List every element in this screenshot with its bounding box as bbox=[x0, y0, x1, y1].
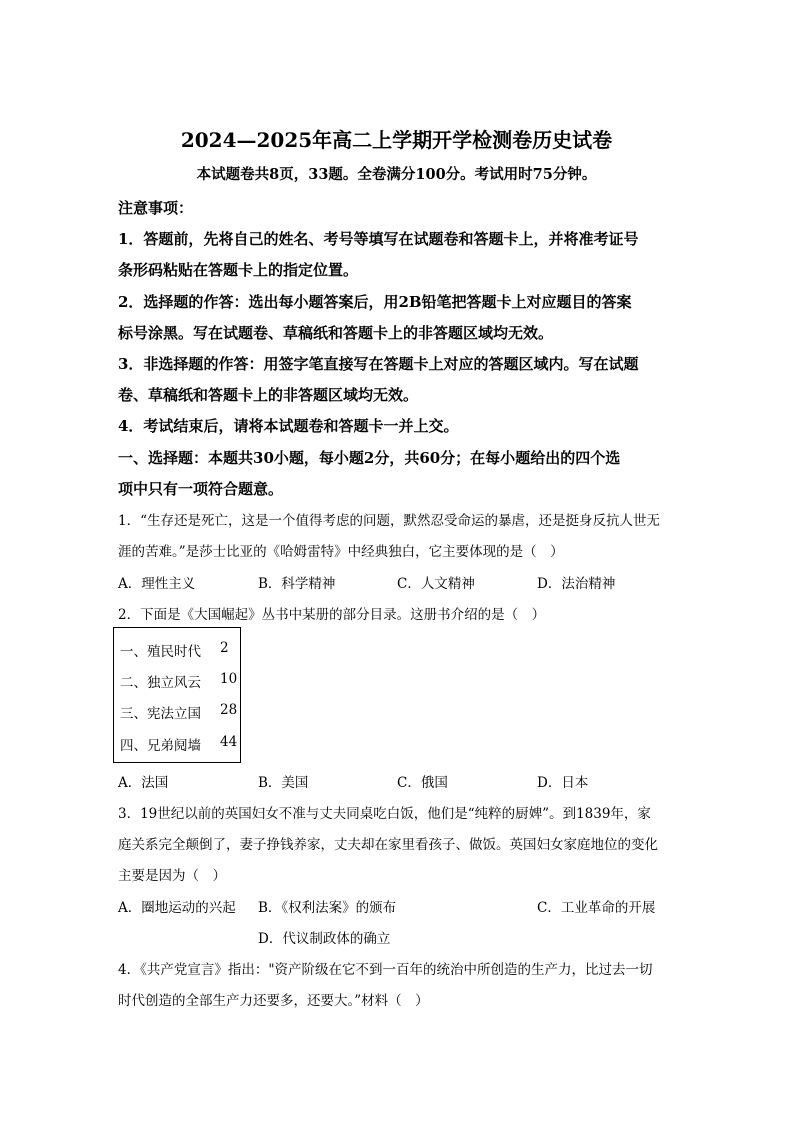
q2-option-a: A．法国 bbox=[118, 775, 169, 791]
toc-row bbox=[120, 671, 238, 691]
q3-option-c: C．工业革命的开展 bbox=[537, 900, 656, 916]
toc-row bbox=[120, 640, 229, 660]
toc-row bbox=[120, 734, 238, 754]
toc-label: 一、殖民时代 bbox=[120, 644, 201, 660]
toc-label: 三、宪法立国 bbox=[120, 706, 201, 722]
exam-subtitle: 本试题卷共8页，33题。全卷满分100分。考试用时75分钟。 bbox=[196, 166, 597, 183]
exam-title: 2024—2025年高二上学期开学检测卷历史试卷 bbox=[180, 128, 613, 152]
q3-option-d: D．代议制政体的确立 bbox=[258, 931, 391, 947]
q3-option-a: A．圈地运动的兴起 bbox=[118, 900, 236, 916]
notice-heading: 注意事项： bbox=[118, 199, 194, 217]
notice-item-2-line-2: 标号涂黑。写在试题卷、草稿纸和答题卡上的非答题区域均无效。 bbox=[118, 324, 554, 342]
q2-option-c: C．俄国 bbox=[397, 775, 448, 791]
q3-stem-line-1: 3．19世纪以前的英国妇女不准与丈夫同桌吃白饭，他们是“纯粹的厨婢”。到1839年，家 bbox=[118, 806, 651, 822]
q3-option-b: B．《权利法案》的颁布 bbox=[258, 900, 397, 916]
toc-page: 2 bbox=[220, 640, 229, 656]
toc-row bbox=[120, 702, 238, 722]
notice-item-3-line-2: 卷、草稿纸和答题卡上的非答题区域均无效。 bbox=[118, 386, 419, 404]
notice-item-4: 4．考试结束后，请将本试题卷和答题卡一并上交。 bbox=[118, 417, 459, 435]
q1-stem-line-1: 1．“生存还是死亡，这是一个值得考虑的问题，默然忍受命运的暴虐，还是挺身反抗人世无 bbox=[118, 513, 660, 529]
q4-stem-line-1: 4．《共产党宣言》指出："资产阶级在它不到一百年的统治中所创造的生产力，比过去一切 bbox=[118, 962, 653, 978]
toc-page: 44 bbox=[220, 734, 238, 750]
notice-item-3-line-1: 3．非选择题的作答：用签字笔直接写在答题卡上对应的答题区域内。写在试题 bbox=[118, 355, 639, 373]
toc-label: 四、兄弟阋墙 bbox=[120, 738, 201, 754]
q3-stem-line-3: 主要是因为（ ） bbox=[118, 868, 226, 884]
notice-item-1-line-2: 条形码粘贴在答题卡上的指定位置。 bbox=[118, 261, 359, 279]
toc-label: 二、独立风云 bbox=[120, 675, 201, 691]
q1-option-b: B．科学精神 bbox=[258, 576, 336, 592]
q1-option-c: C．人文精神 bbox=[397, 576, 475, 592]
q3-stem-line-2: 庭关系完全颠倒了，妻子挣钱养家，丈夫却在家里看孩子、做饭。英国妇女家庭地位的变化 bbox=[118, 837, 658, 853]
notice-item-2-line-1: 2．选择题的作答：选出每小题答案后，用2B铅笔把答题卡上对应题目的答案 bbox=[118, 293, 632, 311]
q1-option-d: D．法治精神 bbox=[537, 576, 616, 592]
q4-stem-line-2: 时代创造的全部生产力还要多，还要大。”材料（ ） bbox=[118, 993, 429, 1009]
q1-option-a: A．理性主义 bbox=[118, 576, 196, 592]
toc-page: 28 bbox=[220, 702, 238, 718]
notice-item-1-line-1: 1．答题前，先将自己的姓名、考号等填写在试题卷和答题卡上，并将准考证号 bbox=[118, 230, 639, 248]
q1-stem-line-2: 涯的苦难。”是莎士比亚的《哈姆雷特》中经典独白，它主要体现的是（ ） bbox=[118, 544, 564, 560]
toc-page: 10 bbox=[220, 671, 238, 687]
q2-table-of-contents bbox=[113, 627, 241, 763]
q2-option-b: B．美国 bbox=[258, 775, 309, 791]
section-heading-line-1: 一、选择题：本题共30小题，每小题2分，共60分；在每小题给出的四个选 bbox=[118, 449, 621, 467]
q2-stem: 2．下面是《大国崛起》丛书中某册的部分目录。这册书介绍的是（ ） bbox=[118, 607, 546, 623]
section-heading-line-2: 项中只有一项符合题意。 bbox=[118, 480, 284, 498]
q2-option-d: D．日本 bbox=[537, 775, 589, 791]
